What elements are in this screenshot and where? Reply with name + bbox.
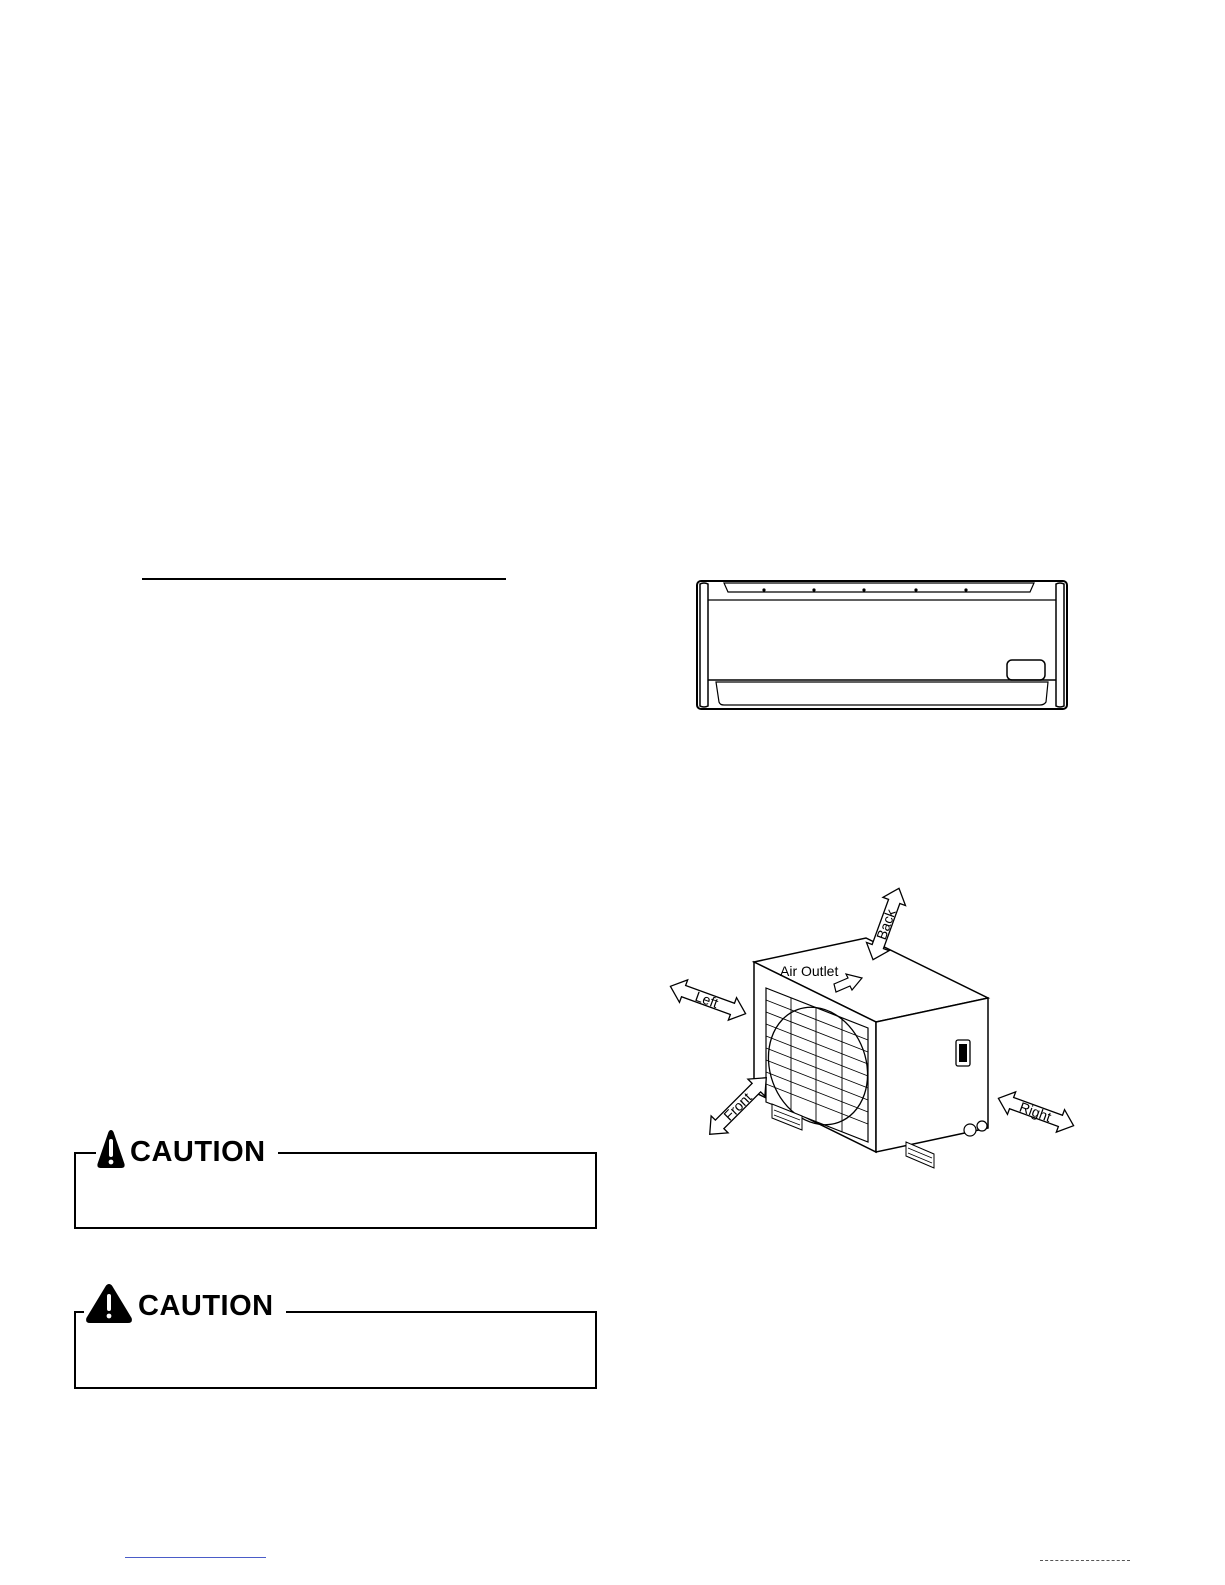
section-heading-rule bbox=[142, 578, 506, 580]
caution-header-2 bbox=[84, 1284, 286, 1328]
footer-link-rule bbox=[125, 1557, 266, 1558]
caution-label: CAUTION bbox=[130, 1135, 266, 1168]
caution-header-1 bbox=[96, 1130, 278, 1174]
left-label: Left bbox=[693, 988, 721, 1012]
warning-triangle-icon bbox=[96, 1128, 126, 1177]
air-outlet-label: Air Outlet bbox=[780, 963, 839, 979]
back-label: Back bbox=[873, 907, 899, 942]
front-label: Front bbox=[720, 1089, 755, 1124]
caution-label: CAUTION bbox=[138, 1289, 274, 1322]
right-label: Right bbox=[1017, 1098, 1054, 1125]
footer-dashed-rule bbox=[1040, 1560, 1130, 1561]
outdoor-unit-illustration bbox=[666, 880, 1086, 1185]
warning-triangle-icon bbox=[84, 1282, 134, 1331]
indoor-unit-illustration bbox=[694, 578, 1070, 719]
